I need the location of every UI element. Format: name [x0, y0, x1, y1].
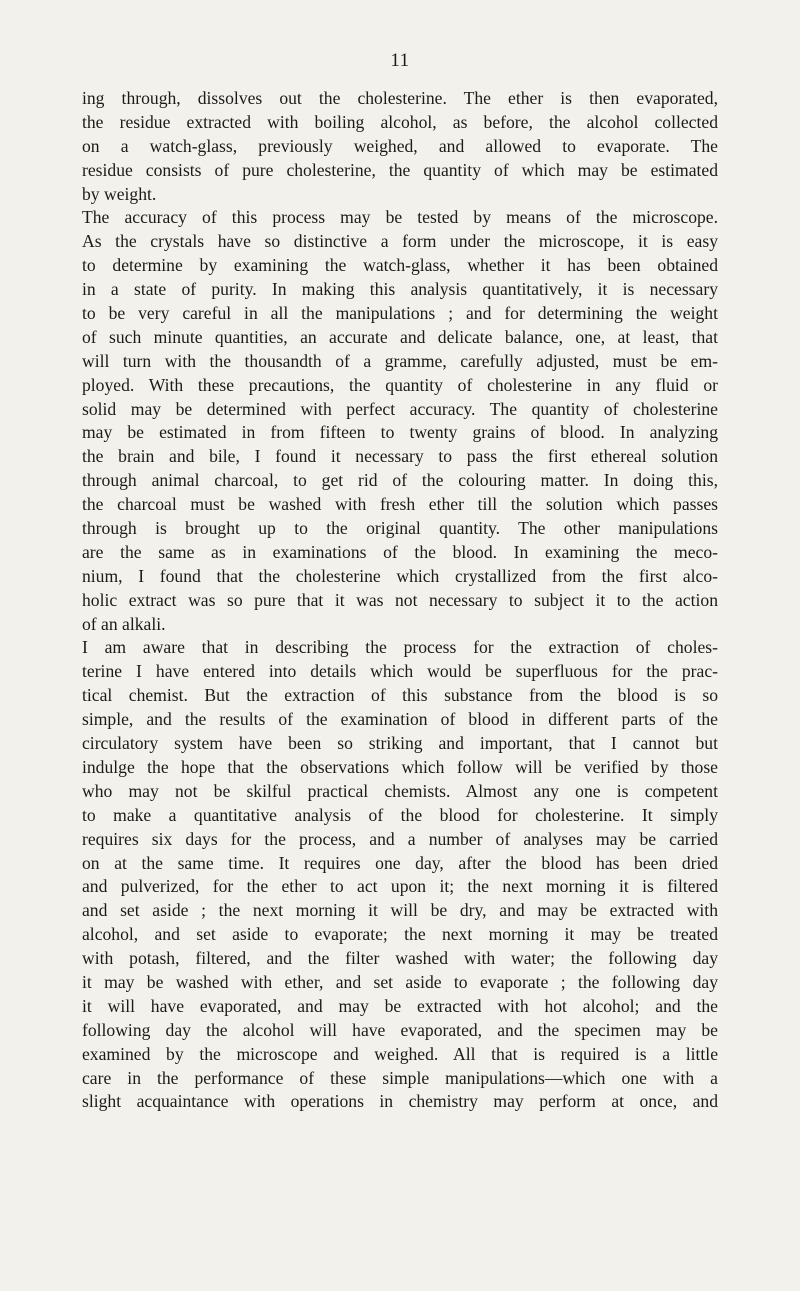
- text-line: The accuracy of this process may be tested by means of the microscope.: [82, 207, 718, 228]
- text-line: As the crystals have so distinctive a form under the microscope, it is easy: [82, 231, 718, 252]
- text-line: the charcoal must be washed with fresh ether till the solution which passes: [82, 494, 718, 515]
- text-line: in a state of purity. In making this analysis quantitatively, it is necessary: [82, 279, 718, 300]
- text-line: will turn with the thousandth of a gramme, carefully adjusted, must be em-: [82, 350, 718, 371]
- text-line: residue consists of pure cholesterine, the quantity of which may be estimated: [82, 159, 718, 180]
- text-line: of such minute quantities, an accurate and delicate balance, one, at least, that: [82, 326, 718, 347]
- text-line: tical chemist. But the extraction of this substance from the blood is so: [82, 685, 718, 706]
- text-line: simple, and the results of the examination of blood in different parts of the: [82, 709, 718, 730]
- text-line: ing through, dissolves out the cholesterine. The ether is then evaporated,: [82, 88, 718, 108]
- text-line: with potash, filtered, and the filter washed with water; the following day: [82, 948, 718, 969]
- text-line: may be estimated in from fifteen to twenty grains of blood. In analyzing: [82, 422, 718, 443]
- text-line: to determine by examining the watch-glass, whether it has been obtained: [82, 255, 718, 276]
- text-line: to be very careful in all the manipulations ; and for determining the weight: [82, 303, 718, 324]
- text-line: requires six days for the process, and a number of analyses may be carried: [82, 828, 718, 849]
- text-line: alcohol, and set aside to evaporate; the next morning it may be treated: [82, 924, 718, 945]
- text-line: who may not be skilful practical chemists. Almost any one is competent: [82, 780, 718, 801]
- text-line: the residue extracted with boiling alcohol, as before, the alcohol collected: [82, 111, 718, 132]
- text-line: indulge the hope that the observations which follow will be verified by those: [82, 756, 718, 777]
- body-text: [82, 87, 718, 1114]
- text-line: on a watch-glass, previously weighed, and allowed to evaporate. The: [82, 135, 718, 156]
- text-line: it will have evaporated, and may be extracted with hot alcohol; and the: [82, 995, 718, 1016]
- text-line: examined by the microscope and weighed. All that is required is a little: [82, 1043, 718, 1064]
- text-line: nium, I found that the cholesterine which crystallized from the first alco-: [82, 565, 718, 586]
- text-line: on at the same time. It requires one day, after the blood has been dried: [82, 852, 718, 873]
- text-line: it may be washed with ether, and set aside to evaporate ; the following day: [82, 971, 718, 992]
- text-line: terine I have entered into details which would be superfluous for the prac-: [82, 661, 718, 682]
- text-line: holic extract was so pure that it was not necessary to subject it to the action: [82, 589, 718, 610]
- text-line: of an alkali.: [82, 613, 166, 634]
- text-line: are the same as in examinations of the blood. In examining the meco-: [82, 541, 718, 562]
- text-line: and set aside ; the next morning it will be dry, and may be extracted with: [82, 900, 718, 921]
- text-line: ployed. With these precautions, the quantity of cholesterine in any fluid or: [82, 374, 718, 395]
- text-line: I am aware that in describing the process for the extraction of choles-: [82, 637, 718, 658]
- text-line: care in the performance of these simple manipulations—which one with a: [82, 1067, 718, 1088]
- text-line: through is brought up to the original quantity. The other manipulations: [82, 518, 718, 539]
- text-line: following day the alcohol will have evaporated, and the specimen may be: [82, 1019, 718, 1040]
- text-line: by weight.: [82, 183, 157, 204]
- text-line: through animal charcoal, to get rid of the colouring matter. In doing this,: [82, 470, 718, 491]
- page-number: 11: [390, 50, 410, 71]
- text-line: solid may be determined with perfect accuracy. The quantity of cholesterine: [82, 398, 718, 419]
- text-line: circulatory system have been so striking and important, that I cannot but: [82, 733, 718, 754]
- text-line: to make a quantitative analysis of the blood for cholesterine. It simply: [82, 804, 718, 825]
- text-line: and pulverized, for the ether to act upon it; the next morning it is filtered: [82, 876, 718, 897]
- text-line: the brain and bile, I found it necessary to pass the first ethereal solution: [82, 446, 718, 467]
- text-line: slight acquaintance with operations in chemistry may perform at once, and: [82, 1091, 718, 1112]
